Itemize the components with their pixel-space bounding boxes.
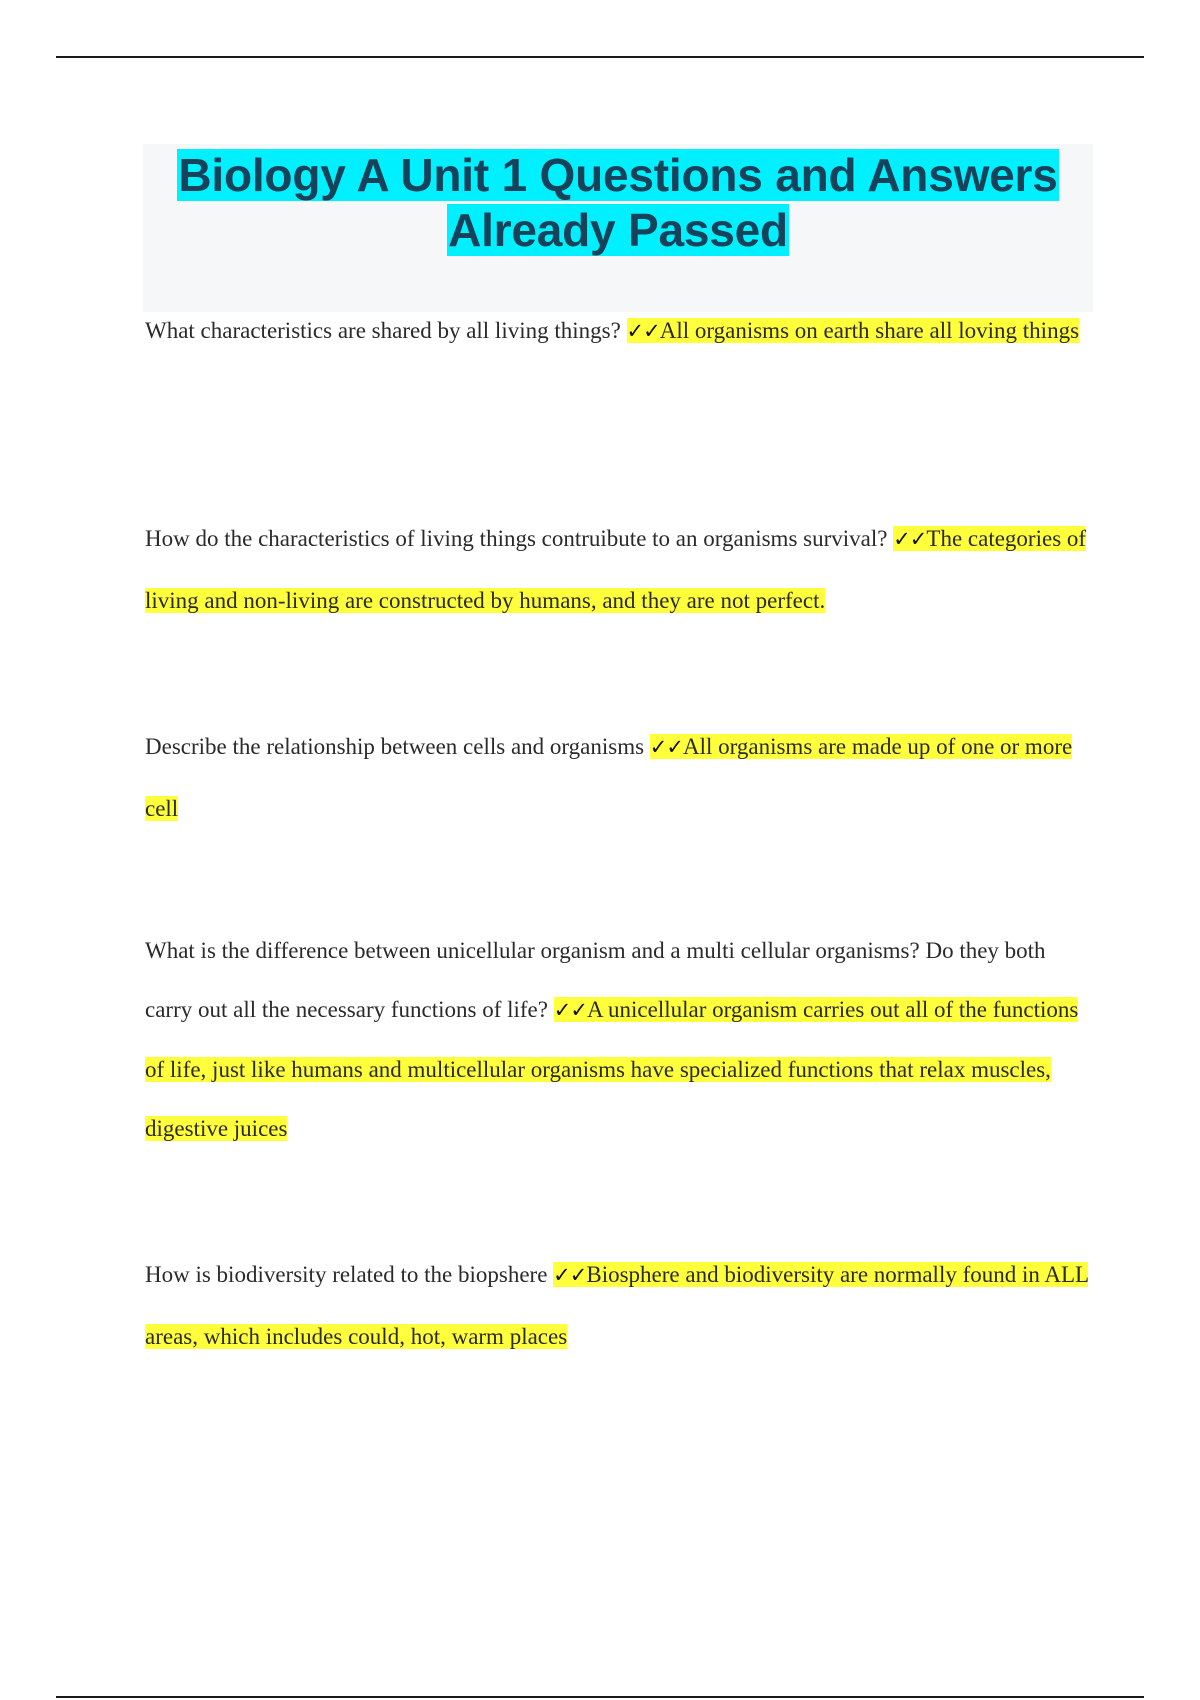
question-text: What is the difference between unicellular organism and a multi cellular organisms? Do they both carry out all the necessary functions of life? bbox=[145, 938, 1046, 1022]
bottom-rule bbox=[56, 1696, 1144, 1698]
double-check-icon: ✓✓ bbox=[553, 1263, 587, 1287]
double-check-icon: ✓✓ bbox=[626, 319, 660, 343]
qa-item bbox=[145, 508, 1095, 631]
question-text: How is biodiversity related to the biopshere bbox=[145, 1262, 548, 1287]
document-title bbox=[143, 144, 1093, 258]
qa-item bbox=[145, 716, 1095, 839]
answer-text: All organisms are made up of one or more cell bbox=[145, 734, 1073, 821]
answer-text: The categories of living and non-living are constructed by humans, and they are not perfect. bbox=[145, 526, 1087, 613]
question-text: What characteristics are shared by all living things? bbox=[145, 318, 621, 343]
answer-highlight bbox=[627, 318, 1079, 343]
double-check-icon: ✓✓ bbox=[893, 527, 927, 551]
question-text: How do the characteristics of living things contruibute to an organisms survival? bbox=[145, 526, 888, 551]
qa-item bbox=[145, 300, 1095, 362]
document-title-text: Biology A Unit 1 Questions and Answers Already Passed bbox=[178, 149, 1058, 256]
qa-item bbox=[145, 921, 1095, 1158]
double-check-icon: ✓✓ bbox=[649, 735, 683, 759]
top-rule bbox=[56, 56, 1144, 58]
qa-item bbox=[145, 1244, 1095, 1367]
answer-text: All organisms on earth share all loving things bbox=[659, 318, 1080, 343]
title-block bbox=[143, 144, 1093, 312]
question-text: Describe the relationship between cells and organisms bbox=[145, 734, 645, 759]
double-check-icon: ✓✓ bbox=[553, 998, 587, 1022]
answer-text: A unicellular organism carries out all of the functions of life, just like humans and multicellular organisms have specialized functions that relax muscles, digestive juices bbox=[145, 997, 1079, 1141]
answer-text: Biosphere and biodiversity are normally found in ALL areas, which includes could, hot, warm places bbox=[145, 1262, 1089, 1349]
